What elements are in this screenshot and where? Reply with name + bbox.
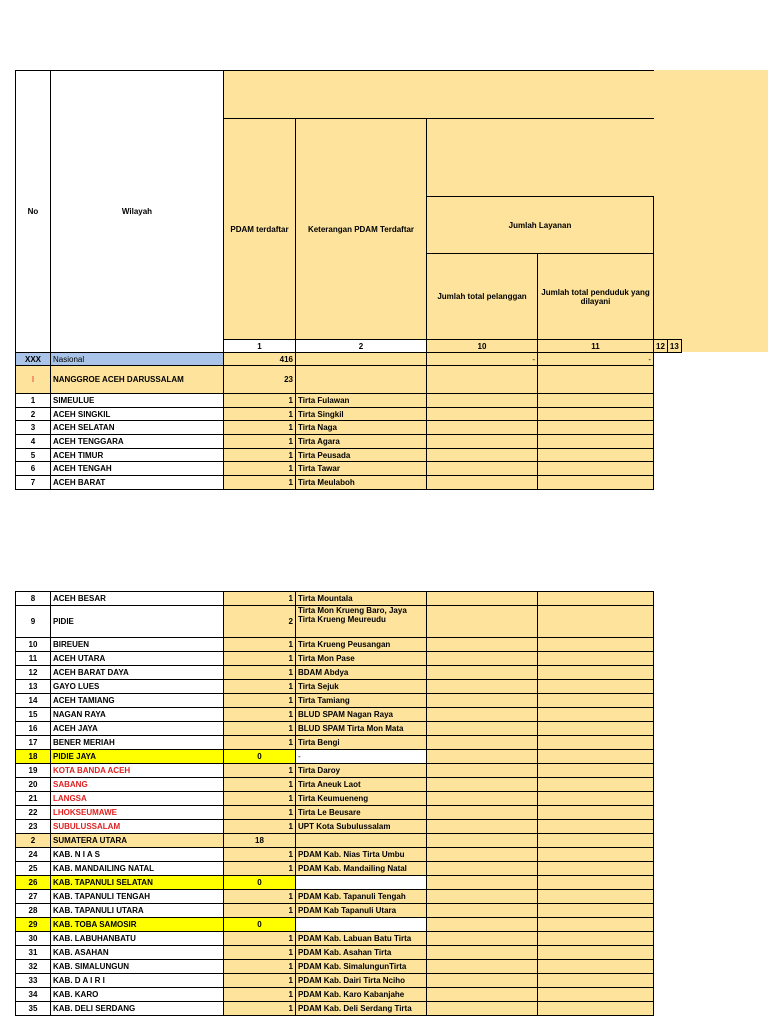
row-keterangan: PDAM Kab. Labuan Batu Tirta (296, 932, 427, 946)
row-penduduk (538, 890, 654, 904)
row-no: 25 (16, 862, 51, 876)
row-penduduk (538, 960, 654, 974)
row-no: 32 (16, 960, 51, 974)
table-row (16, 652, 654, 666)
row-wilayah: ACEH JAYA (51, 722, 224, 736)
row-wilayah: KAB. KARO (51, 988, 224, 1002)
row-wilayah: ACEH TAMIANG (51, 694, 224, 708)
row-penduduk (538, 806, 654, 820)
row-no: 13 (16, 680, 51, 694)
col-number: 13 (667, 340, 681, 353)
header-keterangan: Keterangan PDAM Terdaftar (296, 119, 427, 340)
row-pelanggan (427, 876, 538, 890)
row-wilayah: LHOKSEUMAWE (51, 806, 224, 820)
row-pelanggan (427, 862, 538, 876)
row-pelanggan (427, 904, 538, 918)
row-pelanggan (427, 960, 538, 974)
row-keterangan: Tirta Mon Pase (296, 652, 427, 666)
table-row (16, 792, 654, 806)
row-pelanggan (427, 722, 538, 736)
row-pelanggan (427, 932, 538, 946)
row-pelanggan (427, 806, 538, 820)
row-pelanggan (427, 652, 538, 666)
row-keterangan: Tirta Fulawan (296, 394, 427, 408)
row-no: 34 (16, 988, 51, 1002)
table-row (16, 750, 654, 764)
province-name: NANGGROE ACEH DARUSSALAM (51, 366, 224, 394)
row-count: 1 (224, 904, 296, 918)
row-keterangan (296, 918, 427, 932)
row-no: 24 (16, 848, 51, 862)
row-wilayah: KAB. TAPANULI TENGAH (51, 890, 224, 904)
row-wilayah: KOTA BANDA ACEH (51, 764, 224, 778)
row-keterangan: BLUD SPAM Tirta Mon Mata (296, 722, 427, 736)
national-name: Nasional (51, 353, 224, 366)
row-wilayah: KAB. SIMALUNGUN (51, 960, 224, 974)
row-pelanggan (427, 407, 538, 421)
row-wilayah: KAB. ASAHAN (51, 946, 224, 960)
row-no: 10 (16, 638, 51, 652)
row-count: 1 (224, 652, 296, 666)
row-count: 1 (224, 890, 296, 904)
row-no: 26 (16, 876, 51, 890)
row-no: 27 (16, 890, 51, 904)
row-count: 1 (224, 476, 296, 490)
row-no: 11 (16, 652, 51, 666)
row-penduduk (538, 394, 654, 408)
row-keterangan: Tirta Tawar (296, 462, 427, 476)
col-number: 12 (654, 340, 668, 353)
header-group-mid (427, 119, 654, 197)
table-row (16, 394, 682, 408)
row-wilayah: SUBULUSSALAM (51, 820, 224, 834)
row-penduduk (538, 435, 654, 449)
row-count: 1 (224, 862, 296, 876)
table-row (16, 680, 654, 694)
row-pelanggan (427, 918, 538, 932)
national-ket (296, 353, 427, 366)
row-wilayah: KAB. TOBA SAMOSIR (51, 918, 224, 932)
row-wilayah: ACEH TENGGARA (51, 435, 224, 449)
row-penduduk (538, 1002, 654, 1016)
row-keterangan: Tirta Mon Krueng Baro, Jaya Tirta Krueng Meureudu (296, 606, 427, 638)
header-jumlah-pelanggan: Jumlah total pelanggan (427, 254, 538, 340)
table-row (16, 988, 654, 1002)
table-row (16, 407, 682, 421)
row-pelanggan (427, 764, 538, 778)
row-keterangan: Tirta Meulaboh (296, 476, 427, 490)
table-row (16, 904, 654, 918)
row-no: 9 (16, 606, 51, 638)
row-count: 0 (224, 876, 296, 890)
col-number: 10 (427, 340, 538, 353)
row-pelanggan (427, 988, 538, 1002)
row-count: 1 (224, 932, 296, 946)
row-keterangan: PDAM Kab. Deli Serdang Tirta (296, 1002, 427, 1016)
row-count: 1 (224, 792, 296, 806)
row-wilayah: BENER MERIAH (51, 736, 224, 750)
row-penduduk (538, 722, 654, 736)
row-count: 1 (224, 462, 296, 476)
row-wilayah: PIDIE (51, 606, 224, 638)
empty-cell (538, 366, 654, 394)
row-no: 4 (16, 435, 51, 449)
row-keterangan: Tirta Aneuk Laot (296, 778, 427, 792)
table-row (16, 448, 682, 462)
table-row (16, 708, 654, 722)
row-no: 33 (16, 974, 51, 988)
row-count: 1 (224, 592, 296, 606)
row-wilayah: ACEH SELATAN (51, 421, 224, 435)
row-penduduk (538, 652, 654, 666)
row-wilayah: BIREUEN (51, 638, 224, 652)
row-count: 1 (224, 764, 296, 778)
row-pelanggan (427, 750, 538, 764)
national-c12: - (427, 353, 538, 366)
row-penduduk (538, 421, 654, 435)
row-keterangan: PDAM Kab. Karo Kabanjahe (296, 988, 427, 1002)
col-number: 11 (538, 340, 654, 353)
table-row (16, 722, 654, 736)
row-no: 1 (16, 394, 51, 408)
row-penduduk (538, 792, 654, 806)
row-wilayah: KAB. N I A S (51, 848, 224, 862)
row-penduduk (538, 448, 654, 462)
row-count: 0 (224, 750, 296, 764)
row-wilayah: KAB. LABUHANBATU (51, 932, 224, 946)
table-row (16, 876, 654, 890)
row-keterangan: Tirta Agara (296, 435, 427, 449)
row-penduduk (538, 820, 654, 834)
table-row (16, 476, 682, 490)
row-no: 16 (16, 722, 51, 736)
row-count: 1 (224, 694, 296, 708)
row-wilayah: SUMATERA UTARA (51, 834, 224, 848)
col-number: 2 (296, 340, 427, 353)
row-count: 1 (224, 638, 296, 652)
row-count: 1 (224, 394, 296, 408)
row-wilayah: ACEH TIMUR (51, 448, 224, 462)
pdam-table-top (15, 70, 682, 490)
national-count: 416 (224, 353, 296, 366)
row-penduduk (538, 932, 654, 946)
row-penduduk (538, 848, 654, 862)
row-keterangan: Tirta Bengi (296, 736, 427, 750)
row-no: 6 (16, 462, 51, 476)
row-pelanggan (427, 435, 538, 449)
row-pelanggan (427, 736, 538, 750)
row-penduduk (538, 592, 654, 606)
row-keterangan: PDAM Kab. Dairi Tirta Nciho (296, 974, 427, 988)
table-row (16, 974, 654, 988)
row-count: 1 (224, 666, 296, 680)
row-wilayah: GAYO LUES (51, 680, 224, 694)
row-no: 7 (16, 476, 51, 490)
row-no: 8 (16, 592, 51, 606)
row-wilayah: ACEH BESAR (51, 592, 224, 606)
row-no: 12 (16, 666, 51, 680)
row-no: 28 (16, 904, 51, 918)
national-c13: - (538, 353, 654, 366)
empty-cell (296, 366, 427, 394)
row-penduduk (538, 778, 654, 792)
table-row (16, 946, 654, 960)
row-pelanggan (427, 462, 538, 476)
row-wilayah: KAB. MANDAILING NATAL (51, 862, 224, 876)
row-no: 35 (16, 1002, 51, 1016)
row-count: 1 (224, 435, 296, 449)
row-penduduk (538, 606, 654, 638)
row-wilayah: LANGSA (51, 792, 224, 806)
row-no: 30 (16, 932, 51, 946)
table-row (16, 462, 682, 476)
province-no: I (16, 366, 51, 394)
row-penduduk (538, 904, 654, 918)
national-row (16, 353, 682, 366)
header-wilayah: Wilayah (51, 71, 224, 353)
row-penduduk (538, 694, 654, 708)
row-count: 1 (224, 448, 296, 462)
row-penduduk (538, 407, 654, 421)
row-keterangan: Tirta Naga (296, 421, 427, 435)
row-keterangan: Tirta Singkil (296, 407, 427, 421)
province-count: 23 (224, 366, 296, 394)
row-wilayah: SABANG (51, 778, 224, 792)
row-wilayah: KAB. D A I R I (51, 974, 224, 988)
header-group-top (224, 71, 654, 119)
row-count: 1 (224, 1002, 296, 1016)
row-count: 1 (224, 946, 296, 960)
row-pelanggan (427, 834, 538, 848)
row-pelanggan (427, 890, 538, 904)
table-row (16, 932, 654, 946)
row-count: 1 (224, 960, 296, 974)
table-row (16, 694, 654, 708)
row-count: 1 (224, 421, 296, 435)
row-pelanggan (427, 394, 538, 408)
row-count: 1 (224, 820, 296, 834)
row-penduduk (538, 462, 654, 476)
table-row (16, 890, 654, 904)
table-row (16, 960, 654, 974)
row-pelanggan (427, 606, 538, 638)
row-wilayah: SIMEULUE (51, 394, 224, 408)
table-row (16, 592, 654, 606)
row-penduduk (538, 736, 654, 750)
row-penduduk (538, 918, 654, 932)
row-pelanggan (427, 694, 538, 708)
row-keterangan: PDAM Kab. Tapanuli Tengah (296, 890, 427, 904)
empty-cell (427, 366, 538, 394)
row-pelanggan (427, 792, 538, 806)
table-row (16, 638, 654, 652)
row-penduduk (538, 764, 654, 778)
row-no: 2 (16, 834, 51, 848)
table-row (16, 778, 654, 792)
table-row (16, 806, 654, 820)
row-count: 1 (224, 974, 296, 988)
row-no: 17 (16, 736, 51, 750)
table-row (16, 606, 654, 638)
row-keterangan: PDAM Kab. SimalungunTirta (296, 960, 427, 974)
row-no: 18 (16, 750, 51, 764)
province-row (16, 366, 682, 394)
row-count: 1 (224, 806, 296, 820)
row-count: 18 (224, 834, 296, 848)
row-penduduk (538, 708, 654, 722)
row-no: 29 (16, 918, 51, 932)
row-pelanggan (427, 421, 538, 435)
row-no: 3 (16, 421, 51, 435)
national-no: XXX (16, 353, 51, 366)
table-row (16, 918, 654, 932)
row-wilayah: KAB. TAPANULI SELATAN (51, 876, 224, 890)
row-pelanggan (427, 946, 538, 960)
row-pelanggan (427, 778, 538, 792)
row-wilayah: ACEH UTARA (51, 652, 224, 666)
header-jumlah-penduduk: Jumlah total penduduk yang dilayani (538, 254, 654, 340)
table-row (16, 1002, 654, 1016)
row-penduduk (538, 666, 654, 680)
table-row (16, 666, 654, 680)
row-keterangan: Tirta Keumueneng (296, 792, 427, 806)
row-count: 1 (224, 988, 296, 1002)
table-row (16, 834, 654, 848)
row-no: 20 (16, 778, 51, 792)
row-wilayah: KAB. TAPANULI UTARA (51, 904, 224, 918)
row-keterangan (296, 834, 427, 848)
row-penduduk (538, 876, 654, 890)
row-keterangan: PDAM Kab. Asahan Tirta (296, 946, 427, 960)
header-pdam-terdaftar: PDAM terdaftar (224, 119, 296, 340)
row-wilayah: ACEH BARAT (51, 476, 224, 490)
pdam-table-bottom (15, 591, 654, 1016)
row-pelanggan (427, 638, 538, 652)
row-keterangan: Tirta Mountala (296, 592, 427, 606)
row-count: 1 (224, 722, 296, 736)
row-no: 19 (16, 764, 51, 778)
row-penduduk (538, 476, 654, 490)
row-count: 2 (224, 606, 296, 638)
row-count: 1 (224, 708, 296, 722)
row-count: 1 (224, 736, 296, 750)
table-row (16, 862, 654, 876)
row-no: 23 (16, 820, 51, 834)
row-keterangan (296, 876, 427, 890)
row-penduduk (538, 974, 654, 988)
table-row (16, 435, 682, 449)
row-keterangan: PDAM Kab. Mandailing Natal (296, 862, 427, 876)
table-row (16, 764, 654, 778)
table-row (16, 848, 654, 862)
row-no: 22 (16, 806, 51, 820)
row-wilayah: ACEH BARAT DAYA (51, 666, 224, 680)
row-wilayah: PIDIE JAYA (51, 750, 224, 764)
col-number: 1 (224, 340, 296, 353)
row-count: 1 (224, 407, 296, 421)
row-keterangan: PDAM Kab. Nias Tirta Umbu (296, 848, 427, 862)
row-wilayah: ACEH TENGAH (51, 462, 224, 476)
row-pelanggan (427, 848, 538, 862)
row-keterangan: Tirta Sejuk (296, 680, 427, 694)
table-row (16, 736, 654, 750)
row-keterangan: PDAM Kab Tapanuli Utara (296, 904, 427, 918)
table-row (16, 820, 654, 834)
row-no: 21 (16, 792, 51, 806)
row-penduduk (538, 862, 654, 876)
row-keterangan: UPT Kota Subulussalam (296, 820, 427, 834)
row-pelanggan (427, 680, 538, 694)
row-penduduk (538, 834, 654, 848)
row-pelanggan (427, 820, 538, 834)
row-no: 15 (16, 708, 51, 722)
row-penduduk (538, 680, 654, 694)
row-keterangan: Tirta Le Beusare (296, 806, 427, 820)
row-no: 2 (16, 407, 51, 421)
row-wilayah: NAGAN RAYA (51, 708, 224, 722)
row-keterangan: Tirta Krueng Peusangan (296, 638, 427, 652)
row-keterangan: Tirta Peusada (296, 448, 427, 462)
row-pelanggan (427, 476, 538, 490)
header-no: No (16, 71, 51, 353)
row-no: 5 (16, 448, 51, 462)
row-no: 14 (16, 694, 51, 708)
row-penduduk (538, 750, 654, 764)
row-keterangan: - (296, 750, 427, 764)
row-penduduk (538, 638, 654, 652)
row-keterangan: Tirta Daroy (296, 764, 427, 778)
row-count: 1 (224, 680, 296, 694)
row-no: 31 (16, 946, 51, 960)
row-keterangan: BLUD SPAM Nagan Raya (296, 708, 427, 722)
row-count: 1 (224, 778, 296, 792)
row-penduduk (538, 946, 654, 960)
row-pelanggan (427, 666, 538, 680)
header-jumlah-layanan: Jumlah Layanan (427, 197, 654, 254)
row-pelanggan (427, 448, 538, 462)
row-keterangan: BDAM Abdya (296, 666, 427, 680)
row-pelanggan (427, 1002, 538, 1016)
row-count: 0 (224, 918, 296, 932)
row-wilayah: KAB. DELI SERDANG (51, 1002, 224, 1016)
row-wilayah: ACEH SINGKIL (51, 407, 224, 421)
row-penduduk (538, 988, 654, 1002)
table-row (16, 421, 682, 435)
row-count: 1 (224, 848, 296, 862)
row-pelanggan (427, 592, 538, 606)
row-pelanggan (427, 708, 538, 722)
row-keterangan: Tirta Tamiang (296, 694, 427, 708)
row-pelanggan (427, 974, 538, 988)
